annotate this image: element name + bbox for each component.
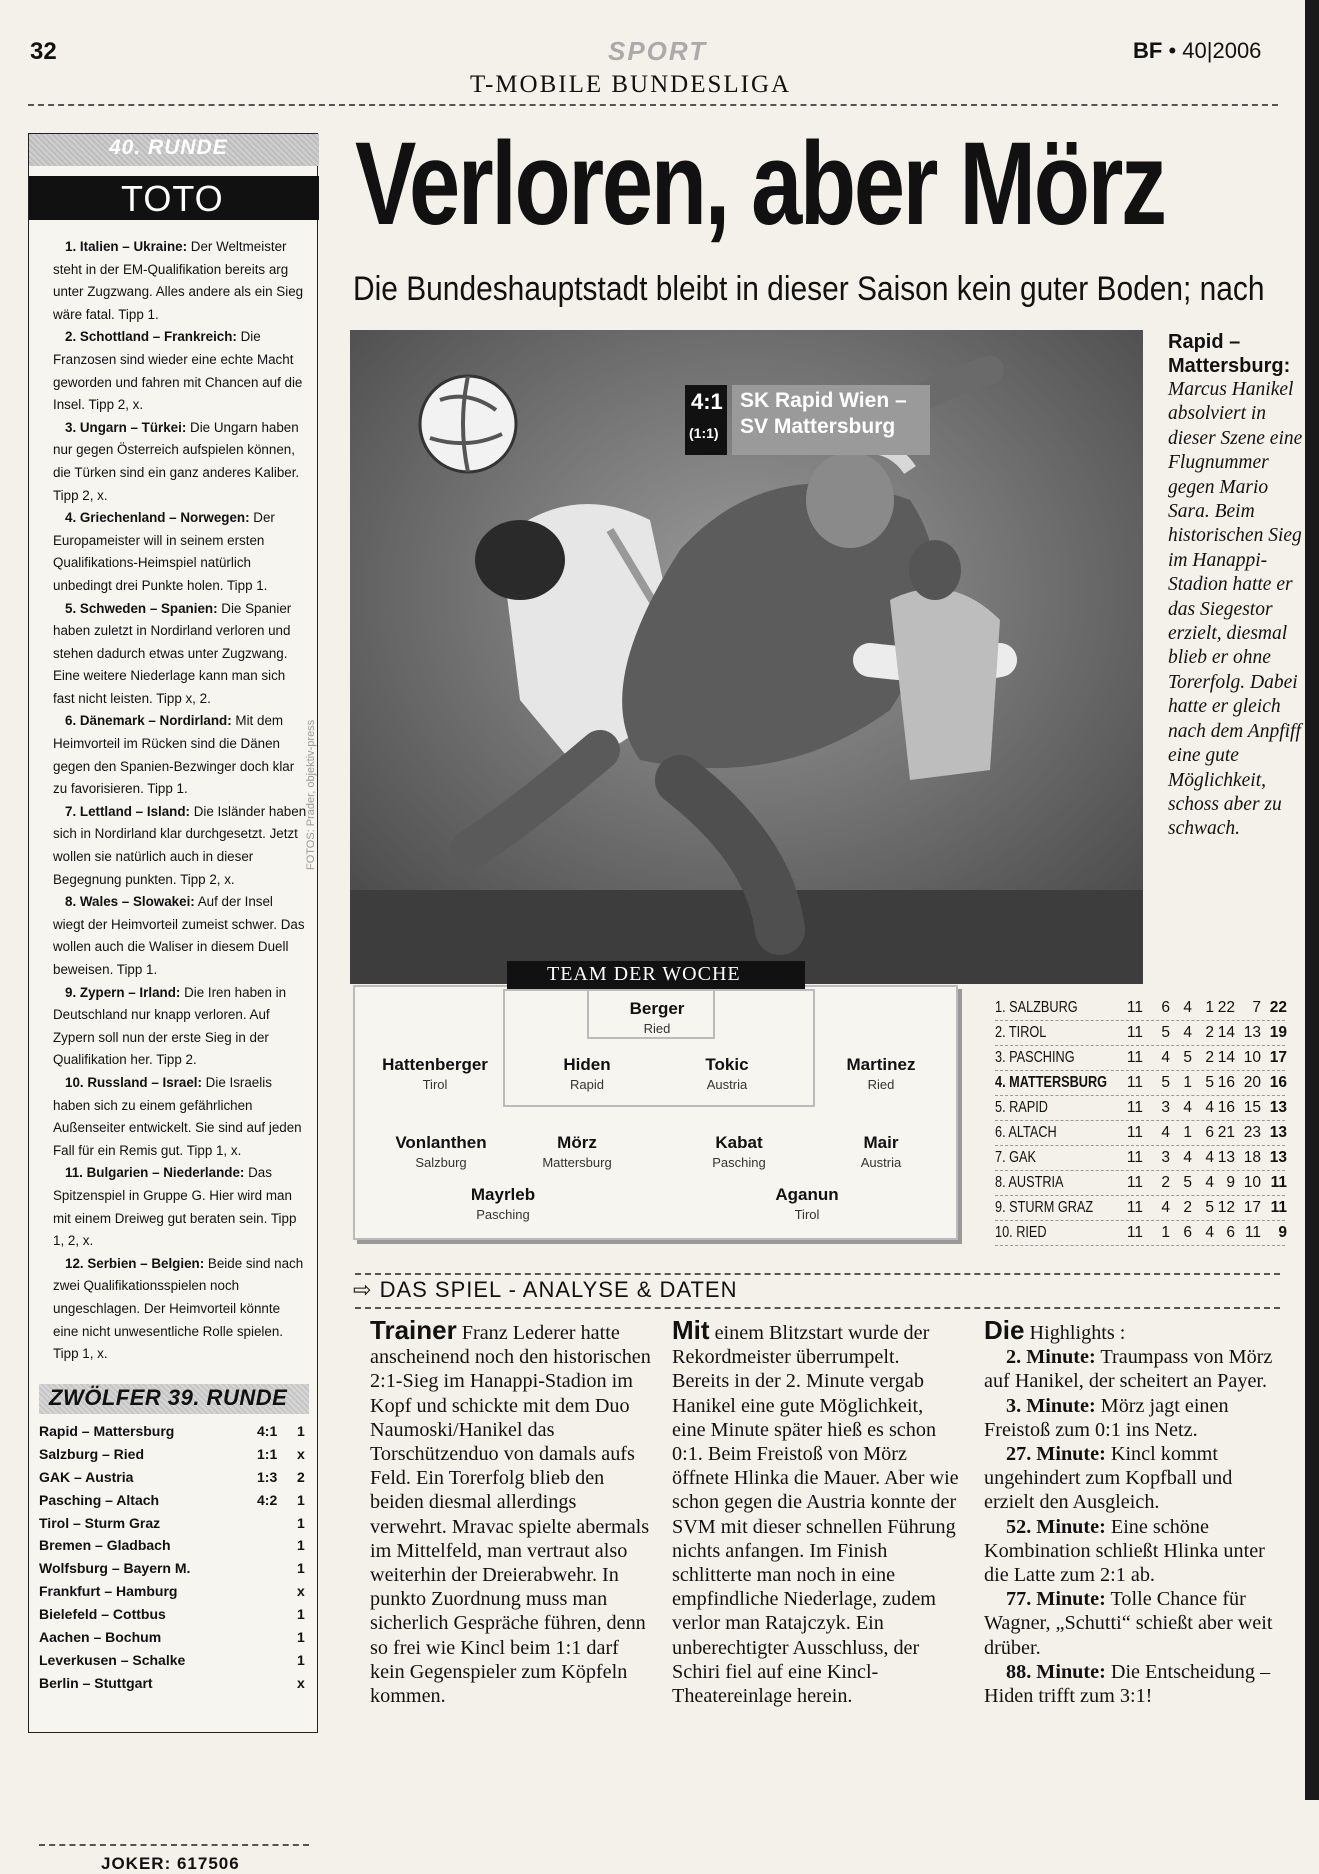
analysis-header (353, 1277, 738, 1303)
league-title: T-MOBILE BUNDESLIGA (470, 71, 792, 98)
highlight-text: Mörz jagt einen Freistoß zum 0:1 ins Netz. (984, 1394, 1229, 1441)
tip-match: 10. Russland – Israel: (65, 1074, 202, 1090)
arrow-right-icon: ⇨ (353, 1277, 373, 1302)
zwoelfer-tip: 1 (297, 1423, 305, 1439)
tip-text: Der Weltmeister steht in der EM-Qualifikation bereits arg unter Zugzwang. Alles andere als ein Sieg wäre fatal. Tipp 1. (53, 239, 304, 322)
table-stat: 4 (1205, 1224, 1214, 1241)
zwoelfer-tip: 1 (297, 1560, 305, 1577)
table-points: 16 (1269, 1074, 1287, 1091)
zwoelfer-match: Tirol – Sturm Graz (39, 1514, 161, 1531)
table-points: 19 (1269, 1024, 1287, 1041)
runde-label: 40. RUNDE (109, 136, 228, 159)
toto-tip (53, 1162, 307, 1252)
table-stat: 4 (1161, 1199, 1170, 1216)
table-stat: 11 (1126, 1224, 1143, 1241)
highlight-item (984, 1515, 1274, 1588)
table-stat: 11 (1126, 1024, 1143, 1041)
table-stat: 4 (1205, 1174, 1214, 1191)
table-stat: 4 (1205, 1099, 1214, 1116)
page-number: 32 (30, 38, 57, 65)
zwoelfer-tip: 2 (297, 1468, 305, 1485)
match-score: 4:1 (691, 389, 723, 414)
toto-tip (53, 801, 307, 891)
table-points: 11 (1270, 1199, 1287, 1216)
league-table (995, 996, 1285, 1246)
table-stat: 6 (1205, 1124, 1214, 1141)
zwoelfer-divider (39, 1844, 309, 1846)
zwoelfer-tip: 1 (297, 1629, 305, 1646)
toto-tip (53, 1253, 307, 1366)
table-points: 17 (1269, 1049, 1287, 1066)
table-stat: 16 (1217, 1074, 1235, 1091)
zwoelfer-tip: 1 (297, 1514, 305, 1531)
zwoelfer-match: Wolfsburg – Bayern M. (39, 1560, 191, 1577)
table-row (995, 1096, 1285, 1121)
table-stat: 2 (1205, 1024, 1214, 1041)
table-points: 13 (1269, 1099, 1287, 1116)
zwoelfer-match: Aachen – Bochum (39, 1629, 162, 1646)
match-photo (305, 330, 1143, 984)
highlight-item (984, 1587, 1274, 1660)
issue-separator: • (1168, 38, 1177, 63)
table-team: 8. AUSTRIA (995, 1174, 1064, 1191)
toto-tips (53, 236, 307, 1366)
team-player: Tokic Austria (705, 1055, 749, 1092)
toto-banner (29, 176, 319, 220)
tip-text: Die Spanier haben zuletzt in Nordirland verloren und stehen dadurch etwas unter Zugzwang. Eine weitere Niederlage kann man sich fast nicht leisten. Tipp x, 2. (53, 600, 292, 706)
team-player: Berger Ried (629, 999, 685, 1036)
toto-tip (53, 598, 307, 711)
table-team: 1. SALZBURG (995, 999, 1078, 1016)
zwoelfer-match: Bielefeld – Cottbus (39, 1606, 166, 1623)
column-text: Highlights : (1024, 1322, 1126, 1344)
joker-number: JOKER: 617506 (101, 1854, 240, 1873)
zwoelfer-score: 1:1 (257, 1445, 278, 1462)
table-stat: 1 (1183, 1074, 1192, 1091)
tip-match: 1. Italien – Ukraine: (65, 239, 188, 254)
tip-match: 5. Schweden – Spanien: (65, 600, 218, 616)
zwoelfer-match: Rapid – Mattersburg (39, 1423, 175, 1439)
zwoelfer-match: Salzburg – Ried (39, 1445, 145, 1462)
table-stat: 2 (1205, 1049, 1214, 1066)
highlight-text: Kincl kommt ungehindert zum Kopfball und erzielt den Ausgleich. (984, 1443, 1233, 1514)
team-title: TEAM DER WOCHE (547, 963, 741, 985)
table-stat: 5 (1183, 1174, 1192, 1191)
caption-body: Marcus Hanikel absolviert in dieser Szene eine Flugnummer gegen Mario Sara. Beim historischen Sieg im Hanappi-Stadion hatte er das Siegestor erzielt, diesmal blieb er ohne Torerfolg. Dabei hatte er gleich nach dem Anpfiff eine gute Möglichkeit, schoss aber zu schwach. (1168, 379, 1303, 840)
tip-match: 6. Dänemark – Nordirland: (65, 713, 232, 729)
caption-title: Rapid – Mattersburg: (1168, 331, 1291, 377)
home-team: SK Rapid Wien – (740, 389, 907, 412)
zwoelfer-row (39, 1467, 309, 1490)
match-teams-box (732, 385, 930, 455)
tip-text: Die Franzosen sind wieder eine echte Macht geworden und fahren mit Chancen auf die Insel. Tipp 2, x. (53, 329, 303, 413)
table-stat: 11 (1126, 1124, 1143, 1141)
zwoelfer-match: Pasching – Altach (39, 1491, 160, 1508)
zwoelfer-row (39, 1558, 309, 1581)
table-stat: 4 (1205, 1149, 1214, 1166)
table-stat: 10 (1243, 1049, 1261, 1066)
table-row (995, 1146, 1285, 1171)
zwoelfer-match: GAK – Austria (39, 1468, 134, 1485)
zwoelfer-row (39, 1604, 309, 1627)
analysis-column-2 (672, 1315, 960, 1708)
tip-text: Der Europameister will in seinem ersten Qualifikations-Heimspiel natürlich unbedingt drei Punkte holen. Tipp 1. (53, 510, 275, 593)
table-stat: 2 (1183, 1199, 1192, 1216)
table-stat: 1 (1205, 999, 1214, 1016)
highlight-text: Traumpass von Mörz auf Hanikel, der scheitert an Payer. (984, 1346, 1273, 1393)
page-edge-shadow (1305, 0, 1319, 1800)
away-team: SV Mattersburg (740, 415, 896, 438)
score-box (685, 385, 727, 455)
zwoelfer-table (39, 1421, 309, 1696)
zwoelfer-row (39, 1490, 309, 1513)
tip-text: Auf der Insel wiegt der Heimvorteil zumeist schwer. Das wollen auch die Waliser in diesem Duell beweisen. Tipp 1. (53, 894, 305, 977)
toto-tip (53, 417, 307, 507)
table-stat: 6 (1183, 1224, 1192, 1241)
table-stat: 4 (1183, 1149, 1192, 1166)
zwoelfer-match: Leverkusen – Schalke (39, 1651, 186, 1668)
zwoelfer-row (39, 1535, 309, 1558)
header-divider (28, 104, 1278, 106)
table-stat: 5 (1161, 1024, 1170, 1041)
highlight-text: Die Entscheidung – Hiden trifft zum 3:1! (984, 1660, 1271, 1708)
section-label: SPORT (608, 36, 708, 66)
team-player: Aganun Tirol (775, 1185, 839, 1222)
table-stat: 14 (1217, 1049, 1235, 1066)
table-points: 11 (1270, 1174, 1287, 1191)
tip-text: Beide sind nach zwei Qualifikationsspielen noch ungeschlagen. Der Heimvorteil könnte eine nicht unwesentliche Rolle spielen. Tipp 1, x. (53, 1255, 304, 1362)
analysis-column-1 (370, 1315, 658, 1708)
toto-tip (53, 710, 307, 800)
table-stat: 11 (1126, 1099, 1143, 1116)
halftime-score: (1:1) (689, 425, 719, 441)
issue-info (1133, 38, 1261, 64)
issue-brand: BF (1133, 38, 1163, 63)
table-stat: 11 (1126, 1199, 1143, 1216)
table-stat: 11 (1126, 999, 1143, 1016)
table-row (995, 1071, 1285, 1096)
zwoelfer-row (39, 1581, 309, 1604)
table-stat: 10 (1243, 1174, 1261, 1191)
zwoelfer-banner (39, 1384, 309, 1414)
table-stat: 1 (1161, 1224, 1170, 1241)
table-team: 10. RIED (995, 1224, 1047, 1241)
zwoelfer-title: ZWÖLFER 39. RUNDE (49, 1385, 288, 1410)
column-lead-word: Mit (672, 1315, 710, 1345)
highlight-item (984, 1345, 1274, 1393)
tip-text: Das Spitzenspiel in Gruppe G. Hier wird man mit einem Dreiweg gut beraten sein. Tipp 1, 2, x. (53, 1165, 297, 1249)
table-row (995, 1221, 1285, 1246)
tip-match: 3. Ungarn – Türkei: (65, 419, 187, 435)
table-stat: 21 (1217, 1124, 1235, 1141)
zwoelfer-row (39, 1627, 309, 1650)
table-points: 22 (1269, 999, 1287, 1016)
zwoelfer-tip: 1 (297, 1651, 305, 1668)
tip-match: 9. Zypern – Irland: (65, 984, 181, 1000)
zwoelfer-tip: 1 (297, 1606, 305, 1623)
article-headline: Verloren, aber Mörz (355, 118, 1165, 250)
highlight-text: Eine schöne Kombination schließt Hlinka unter die Latte zum 2:1 ab. (984, 1515, 1265, 1587)
table-stat: 9 (1226, 1174, 1235, 1191)
zwoelfer-match: Frankfurt – Hamburg (39, 1583, 178, 1600)
table-stat: 12 (1217, 1199, 1235, 1216)
tip-text: Die Israelis haben sich zu einem gefährlichen Außenseiter entwickelt. Sie sind auf jeden Fall für ein Remis gut. Tipp 1, x. (53, 1074, 302, 1158)
tip-text: Die Isländer haben sich in Nordirland klar durchgesetzt. Jetzt wollen sie natürlich auch in dieser Begegnung punkten. Tipp 2, x. (53, 803, 307, 887)
table-stat: 6 (1161, 999, 1170, 1016)
table-stat: 3 (1161, 1099, 1170, 1116)
highlight-minute: 2. Minute: (1006, 1346, 1096, 1369)
highlight-minute: 77. Minute: (1006, 1588, 1106, 1611)
toto-label: TOTO (121, 178, 224, 219)
zwoelfer-tip: x (297, 1674, 305, 1691)
table-points: 13 (1269, 1149, 1287, 1166)
tip-match: 12. Serbien – Belgien: (65, 1255, 205, 1271)
table-stat: 1 (1183, 1124, 1192, 1141)
team-title-bar (507, 961, 805, 989)
table-stat: 14 (1217, 1024, 1235, 1041)
zwoelfer-score: 4:1 (257, 1423, 278, 1439)
table-row (995, 1171, 1285, 1196)
tip-text: Mit dem Heimvorteil im Rücken sind die Dänen gegen den Spanien-Bezwinger doch klar zu favorisieren. Tipp 1. (53, 713, 295, 797)
analysis-divider (355, 1273, 1280, 1275)
toto-tip (53, 326, 307, 416)
column-lead-word: Trainer (370, 1315, 457, 1345)
article-subhead: Die Bundeshauptstadt bleibt in dieser Saison kein guter Boden; nach (353, 270, 1265, 308)
highlight-minute: 3. Minute: (1006, 1394, 1096, 1417)
highlight-item (984, 1394, 1274, 1442)
highlight-minute: 52. Minute: (1006, 1515, 1106, 1538)
table-stat: 5 (1183, 1049, 1192, 1066)
table-row (995, 996, 1285, 1021)
team-player: Mörz Mattersburg (542, 1133, 612, 1170)
tip-match: 7. Lettland – Island: (65, 803, 191, 819)
table-team: 5. RAPID (995, 1099, 1048, 1116)
table-row (995, 1121, 1285, 1146)
team-player: Hattenberger Tirol (382, 1055, 488, 1092)
zwoelfer-row (39, 1444, 309, 1467)
tip-text: Die Iren haben in Deutschland nur knapp verloren. Auf Zypern soll nun der erste Sieg in der Qualifikation her. Tipp 2. (53, 984, 287, 1068)
zwoelfer-row (39, 1673, 309, 1696)
highlight-item (984, 1660, 1274, 1708)
table-stat: 11 (1126, 1174, 1143, 1191)
table-points: 9 (1278, 1224, 1287, 1241)
zwoelfer-score: 4:2 (257, 1491, 278, 1508)
table-stat: 3 (1161, 1149, 1170, 1166)
table-stat: 5 (1161, 1074, 1170, 1091)
tip-text: Die Ungarn haben nur gegen Österreich aufspielen können, die Türken sind ein ganz anderes Kaliber. Tipp 2, x. (53, 419, 300, 503)
zwoelfer-tip: 1 (297, 1537, 305, 1554)
zwoelfer-tip: x (297, 1583, 305, 1600)
table-stat: 13 (1217, 1149, 1235, 1166)
zwoelfer-score: 1:3 (257, 1468, 278, 1485)
toto-tip (53, 1072, 307, 1162)
highlight-item (984, 1442, 1274, 1515)
table-row (995, 1196, 1285, 1221)
tip-match: 2. Schottland – Frankreich: (65, 329, 237, 345)
table-stat: 13 (1243, 1024, 1261, 1041)
table-stat: 20 (1243, 1074, 1261, 1091)
table-stat: 15 (1243, 1099, 1261, 1116)
team-player: Mair Austria (860, 1133, 902, 1170)
table-stat: 5 (1205, 1074, 1214, 1091)
table-stat: 4 (1183, 999, 1192, 1016)
table-team: 3. PASCHING (995, 1049, 1075, 1066)
highlight-text: Tolle Chance für Wagner, „Schutti“ schießt aber weit drüber. (984, 1588, 1273, 1659)
toto-sidebar (28, 133, 318, 1873)
table-team: 2. TIROL (995, 1024, 1047, 1041)
photo-caption (1168, 330, 1303, 842)
table-team: 7. GAK (995, 1149, 1036, 1166)
table-stat: 7 (1252, 999, 1261, 1016)
table-stat: 4 (1183, 1024, 1192, 1041)
highlights-list (984, 1345, 1274, 1708)
table-stat: 11 (1126, 1049, 1143, 1066)
photo-credit: FOTOS: Prader, objektiv-press (305, 719, 317, 870)
toto-tip (53, 891, 307, 981)
table-team: 9. STURM GRAZ (995, 1199, 1094, 1216)
zwoelfer-row (39, 1650, 309, 1673)
toto-tip (53, 982, 307, 1072)
table-team: 6. ALTACH (995, 1124, 1057, 1141)
team-player: Hiden Rapid (563, 1055, 611, 1092)
zwoelfer-tip: 1 (297, 1491, 305, 1508)
table-stat: 5 (1205, 1199, 1214, 1216)
table-team: 4. MATTERSBURG (995, 1074, 1108, 1091)
table-stat: 11 (1244, 1224, 1261, 1241)
table-stat: 6 (1226, 1224, 1235, 1241)
table-stat: 18 (1243, 1149, 1261, 1166)
table-stat: 11 (1126, 1074, 1143, 1091)
zwoelfer-row (39, 1513, 309, 1536)
tip-match: 4. Griechenland – Norwegen: (65, 510, 250, 526)
column-text: einem Blitzstart wurde der Rekordmeister überrumpelt. Bereits in der 2. Minute vergab Hanikel eine gute Möglichkeit, eine Minute später hieß es schon 0:1. Beim Freistoß von Mörz öffnete Hlinka die Mauer. Aber wie schon gegen die Austria konnte der SVM mit dieser schnellen Führung nichts anfangen. Im Finish schlitterte man noch in eine empfindliche Niederlage, zudem verlor man Ratajczyk. Ein unberechtigter Ausschluss, der Schiri fiel auf eine Kincl-Theatereinlage herein. (672, 1322, 959, 1708)
tip-match: 11. Bulgarien – Niederlande: (65, 1165, 245, 1181)
team-der-woche (353, 963, 958, 1240)
toto-tip (53, 236, 307, 326)
team-player: Mayrleb Pasching (470, 1185, 536, 1222)
zwoelfer-tip: x (297, 1445, 305, 1462)
zwoelfer-match: Berlin – Stuttgart (39, 1674, 153, 1691)
team-player: Vonlanthen Salzburg (395, 1133, 487, 1170)
table-stat: 4 (1161, 1124, 1170, 1141)
column-text: Franz Lederer hatte anscheinend noch den historischen 2:1-Sieg im Hanappi-Stadion im Kopf und schickte mit dem Duo Naumoski/Hanikel das Torschützenduo von damals aufs Feld. Ein Torerfolg blieb den beiden diesmal allerdings verwehrt. Mravac spielte abermals im Mittelfeld, man vertraut also weiterhin der Dreierabwehr. In punkto Zuordnung muss man sicherlich Gespräche führen, denn so frei wie Kincl beim 1:1 darf kein Gegenspieler zum Köpfeln kommen. (370, 1322, 651, 1708)
analysis-column-3 (984, 1315, 1274, 1708)
table-stat: 11 (1126, 1149, 1143, 1166)
team-player: Martinez Ried (846, 1055, 916, 1092)
table-stat: 22 (1217, 999, 1235, 1016)
analysis-divider (355, 1307, 1280, 1309)
table-stat: 16 (1217, 1099, 1235, 1116)
table-row (995, 1046, 1285, 1071)
team-player: Kabat Pasching (712, 1133, 766, 1170)
toto-tip (53, 507, 307, 597)
analysis-title: DAS SPIEL - ANALYSE & DATEN (379, 1277, 738, 1302)
zwoelfer-match: Bremen – Gladbach (39, 1537, 171, 1554)
highlight-minute: 88. Minute: (1006, 1660, 1106, 1683)
table-stat: 4 (1183, 1099, 1192, 1116)
table-row (995, 1021, 1285, 1046)
table-stat: 23 (1243, 1124, 1261, 1141)
tip-match: 8. Wales – Slowakei: (65, 894, 195, 910)
zwoelfer-row (39, 1421, 309, 1444)
highlight-minute: 27. Minute: (1006, 1443, 1106, 1466)
table-points: 13 (1269, 1124, 1287, 1141)
column-lead-word: Die (984, 1315, 1025, 1345)
table-stat: 2 (1161, 1174, 1170, 1191)
issue-number: 40|2006 (1182, 38, 1262, 63)
table-stat: 17 (1243, 1199, 1261, 1216)
table-stat: 4 (1161, 1049, 1170, 1066)
runde-banner (29, 134, 319, 166)
